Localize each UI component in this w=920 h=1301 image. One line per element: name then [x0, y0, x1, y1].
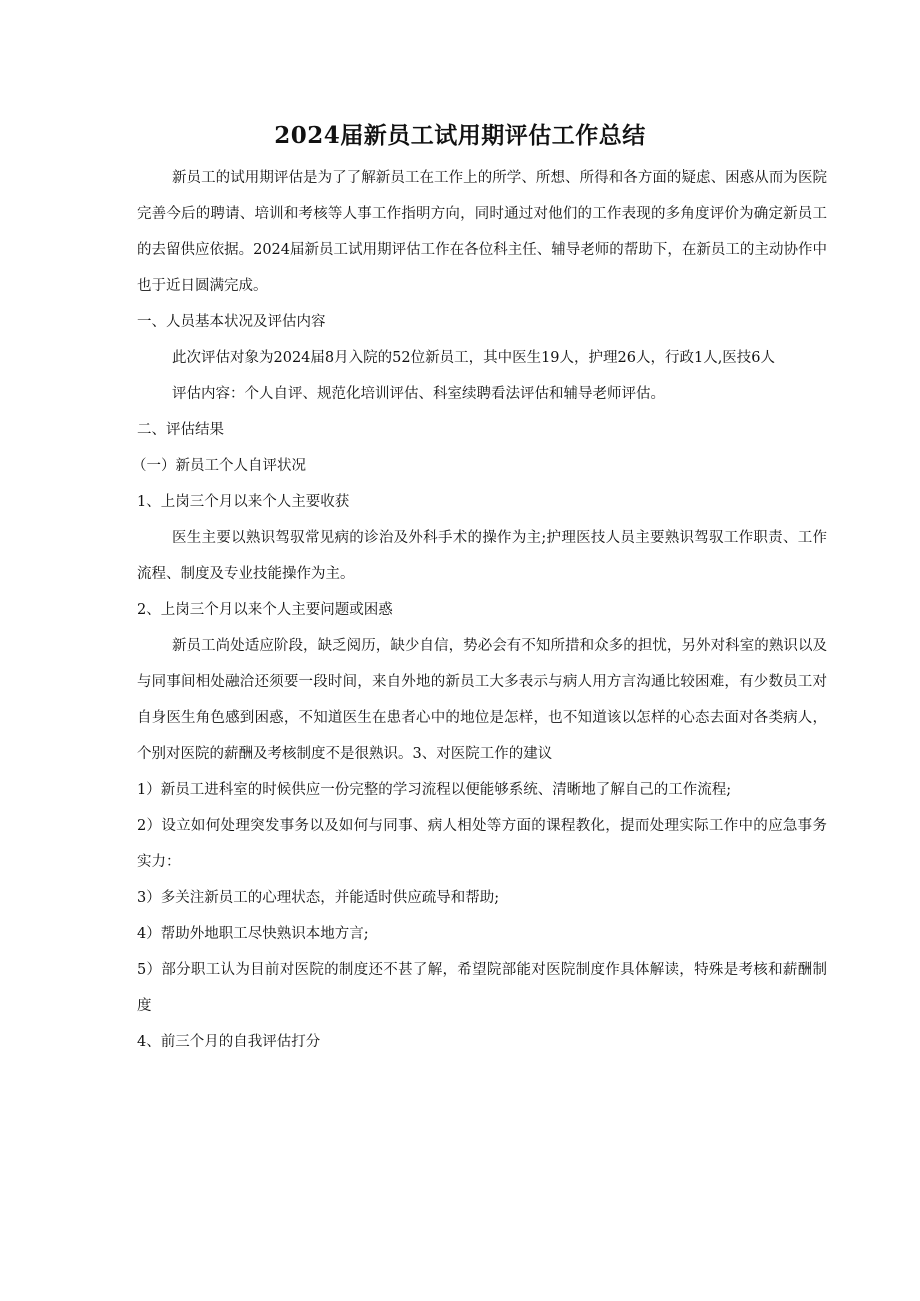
item2-heading: 2、上岗三个月以来个人主要问题或困惑	[137, 602, 393, 618]
intro-paragraph: 新员工的试用期评估是为了了解新员工在工作上的所学、所想、所得和各方面的疑虑、困惑从而为医院完善今后的聘请、培训和考核等人事工作指明方向，同时通过对他们的工作表现的多角度评价为确定新员工的去留供应依据。2024届新员工试用期评估工作在各位科主任、辅导老师的帮助下，在新员工的主动协作中也于近日圆满完成。	[137, 170, 827, 294]
item1-text: 医生主要以熟识驾驭常见病的诊治及外科手术的操作为主;护理医技人员主要熟识驾驭工作职责、工作流程、制度及专业技能操作为主。	[137, 530, 827, 582]
suggestion-item: 2）设立如何处理突发事务以及如何与同事、病人相处等方面的课程教化，提而处理实际工作中的应急事务实力：	[137, 818, 827, 870]
section1-heading: 一、人员基本状况及评估内容	[137, 314, 326, 330]
section1-line2: 评估内容：个人自评、规范化培训评估、科室续聘看法评估和辅导老师评估。	[172, 386, 665, 402]
suggestion-item: 5）部分职工认为目前对医院的制度还不甚了解，希望院部能对医院制度作具体解读，特殊是考核和薪酬制度	[137, 962, 827, 1014]
section2-subheading: （一）新员工个人自评状况	[132, 458, 306, 474]
item4-heading: 4、前三个月的自我评估打分	[137, 1034, 321, 1050]
suggestion-item: 3）多关注新员工的心理状态，并能适时供应疏导和帮助;	[137, 890, 500, 906]
section1-line1: 此次评估对象为2024届8月入院的52位新员工，其中医生19人，护理26人，行政1人,医技6人	[172, 350, 776, 366]
item2-text: 新员工尚处适应阶段，缺乏阅历，缺少自信，势必会有不知所措和众多的担忧，另外对科室的熟识以及与同事间相处融洽还须要一段时间，来自外地的新员工大多表示与病人用方言沟通比较困难，有少数员工对自身医生角色感到困惑，不知道医生在患者心中的地位是怎样，也不知道该以怎样的心态去面对各类病人，个别对医院的薪酬及考核制度不是很熟识。3、对医院工作的建议	[137, 638, 827, 762]
suggestion-item: 1）新员工进科室的时候供应一份完整的学习流程以便能够系统、清晰地了解自己的工作流程;	[137, 782, 732, 798]
item1-heading: 1、上岗三个月以来个人主要收获	[137, 494, 350, 510]
suggestion-item: 4）帮助外地职工尽快熟识本地方言;	[137, 926, 369, 942]
document-title: 2024届新员工试用期评估工作总结	[274, 122, 646, 149]
section2-heading: 二、评估结果	[137, 422, 224, 438]
